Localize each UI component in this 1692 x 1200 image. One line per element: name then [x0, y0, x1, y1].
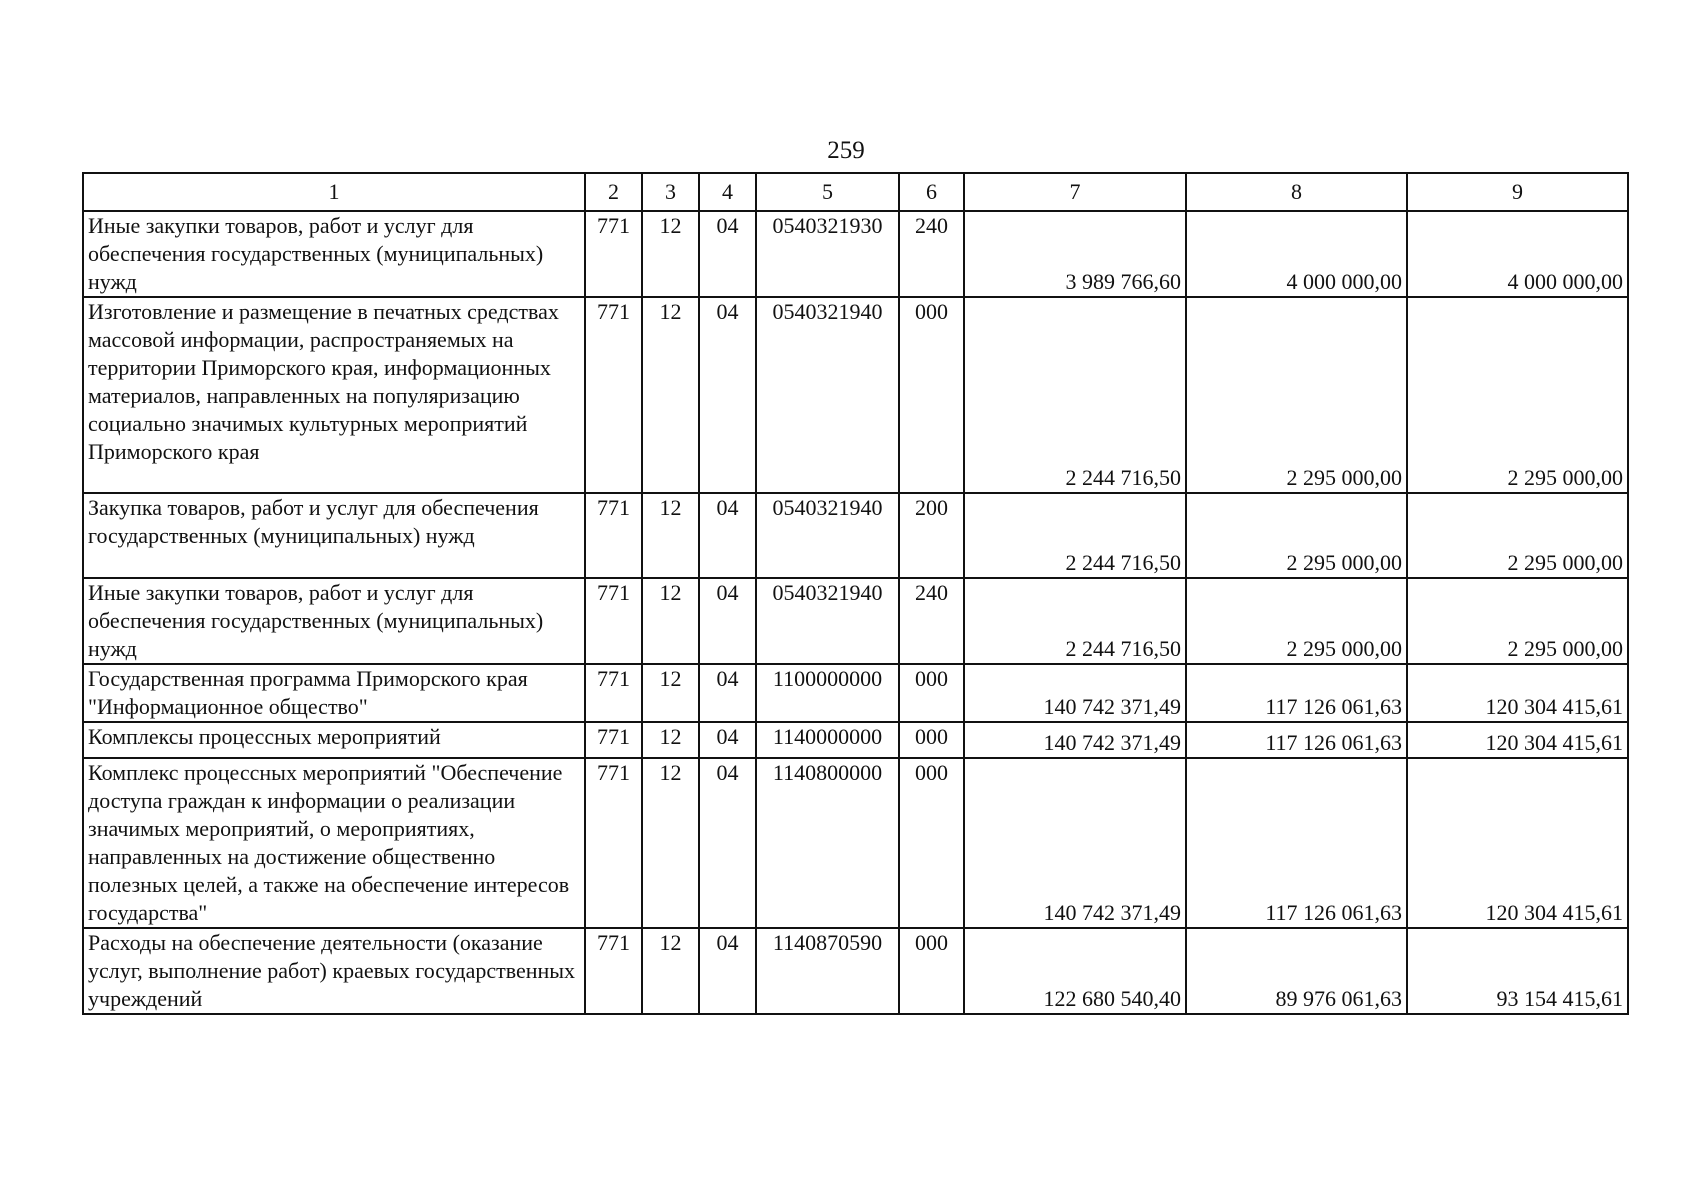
- table-row: [83, 211, 1628, 297]
- row-amount-9: 2 295 000,00: [1407, 493, 1628, 578]
- row-col-2: 771: [585, 722, 642, 758]
- row-col-3: 12: [642, 578, 699, 664]
- row-col-6: 000: [899, 758, 964, 928]
- table-row: [83, 578, 1628, 664]
- header-cell-5: 5: [756, 173, 899, 211]
- row-col-5: 0540321930: [756, 211, 899, 297]
- row-col-4: 04: [699, 578, 756, 664]
- header-cell-8: 8: [1186, 173, 1407, 211]
- row-col-5: 1140870590: [756, 928, 899, 1014]
- header-cell-9: 9: [1407, 173, 1628, 211]
- row-amount-7: 3 989 766,60: [964, 211, 1186, 297]
- row-amount-7: 2 244 716,50: [964, 493, 1186, 578]
- row-col-5: 0540321940: [756, 578, 899, 664]
- row-col-5: 1100000000: [756, 664, 899, 722]
- row-col-3: 12: [642, 493, 699, 578]
- header-cell-2: 2: [585, 173, 642, 211]
- row-col-3: 12: [642, 664, 699, 722]
- row-amount-8: 4 000 000,00: [1186, 211, 1407, 297]
- row-amount-9: 4 000 000,00: [1407, 211, 1628, 297]
- row-name: Комплексы процессных мероприятий: [83, 722, 585, 758]
- row-amount-9: 120 304 415,61: [1407, 722, 1628, 758]
- row-col-5: 0540321940: [756, 493, 899, 578]
- row-col-4: 04: [699, 664, 756, 722]
- row-col-6: 240: [899, 578, 964, 664]
- row-name: Расходы на обеспечение деятельности (оказание услуг, выполнение работ) краевых государственных учреждений: [83, 928, 585, 1014]
- row-col-5: 0540321940: [756, 297, 899, 493]
- row-amount-8: 89 976 061,63: [1186, 928, 1407, 1014]
- table-row: [83, 297, 1628, 493]
- row-col-4: 04: [699, 928, 756, 1014]
- row-col-2: 771: [585, 578, 642, 664]
- row-amount-7: 2 244 716,50: [964, 578, 1186, 664]
- header-cell-4: 4: [699, 173, 756, 211]
- row-name: Комплекс процессных мероприятий "Обеспечение доступа граждан к информации о реализации значимых мероприятий, о мероприятиях, направленных на достижение общественно полезных целей, а также на обеспечение интересов государства": [83, 758, 585, 928]
- table-row: [83, 758, 1628, 928]
- table-row: [83, 493, 1628, 578]
- row-amount-7: 140 742 371,49: [964, 758, 1186, 928]
- row-col-3: 12: [642, 211, 699, 297]
- row-col-3: 12: [642, 928, 699, 1014]
- budget-table: [82, 172, 1629, 1015]
- row-name: Иные закупки товаров, работ и услуг для обеспечения государственных (муниципальных) нужд: [83, 211, 585, 297]
- row-name: Закупка товаров, работ и услуг для обеспечения государственных (муниципальных) нужд: [83, 493, 585, 578]
- row-col-6: 200: [899, 493, 964, 578]
- row-amount-7: 140 742 371,49: [964, 722, 1186, 758]
- row-name: Иные закупки товаров, работ и услуг для обеспечения государственных (муниципальных) нужд: [83, 578, 585, 664]
- header-cell-7: 7: [964, 173, 1186, 211]
- row-col-5: 1140000000: [756, 722, 899, 758]
- row-col-4: 04: [699, 297, 756, 493]
- row-amount-8: 2 295 000,00: [1186, 578, 1407, 664]
- row-amount-9: 120 304 415,61: [1407, 758, 1628, 928]
- table-row: [83, 928, 1628, 1014]
- page-number: 259: [827, 137, 865, 164]
- row-amount-9: 2 295 000,00: [1407, 297, 1628, 493]
- row-col-3: 12: [642, 758, 699, 928]
- row-amount-7: 122 680 540,40: [964, 928, 1186, 1014]
- row-amount-8: 117 126 061,63: [1186, 722, 1407, 758]
- header-row: [83, 173, 1628, 211]
- row-col-4: 04: [699, 722, 756, 758]
- row-amount-7: 2 244 716,50: [964, 297, 1186, 493]
- table-row: [83, 664, 1628, 722]
- row-col-2: 771: [585, 664, 642, 722]
- row-col-6: 000: [899, 664, 964, 722]
- row-amount-8: 2 295 000,00: [1186, 493, 1407, 578]
- row-amount-9: 120 304 415,61: [1407, 664, 1628, 722]
- row-col-3: 12: [642, 722, 699, 758]
- row-col-5: 1140800000: [756, 758, 899, 928]
- row-col-2: 771: [585, 758, 642, 928]
- row-col-2: 771: [585, 211, 642, 297]
- row-amount-8: 117 126 061,63: [1186, 664, 1407, 722]
- table-row: [83, 722, 1628, 758]
- row-col-3: 12: [642, 297, 699, 493]
- row-amount-9: 93 154 415,61: [1407, 928, 1628, 1014]
- row-name: Государственная программа Приморского края "Информационное общество": [83, 664, 585, 722]
- row-col-2: 771: [585, 493, 642, 578]
- row-col-6: 000: [899, 722, 964, 758]
- row-col-2: 771: [585, 928, 642, 1014]
- row-col-2: 771: [585, 297, 642, 493]
- row-amount-8: 2 295 000,00: [1186, 297, 1407, 493]
- row-amount-8: 117 126 061,63: [1186, 758, 1407, 928]
- row-amount-9: 2 295 000,00: [1407, 578, 1628, 664]
- row-col-6: 000: [899, 297, 964, 493]
- row-col-4: 04: [699, 211, 756, 297]
- row-amount-7: 140 742 371,49: [964, 664, 1186, 722]
- row-col-6: 000: [899, 928, 964, 1014]
- header-cell-3: 3: [642, 173, 699, 211]
- row-col-6: 240: [899, 211, 964, 297]
- row-col-4: 04: [699, 758, 756, 928]
- row-col-4: 04: [699, 493, 756, 578]
- header-cell-1: 1: [83, 173, 585, 211]
- row-name: Изготовление и размещение в печатных средствах массовой информации, распространяемых на территории Приморского края, информационных материалов, направленных на популяризацию социально значимых культурных мероприятий Приморского края: [83, 297, 585, 493]
- header-cell-6: 6: [899, 173, 964, 211]
